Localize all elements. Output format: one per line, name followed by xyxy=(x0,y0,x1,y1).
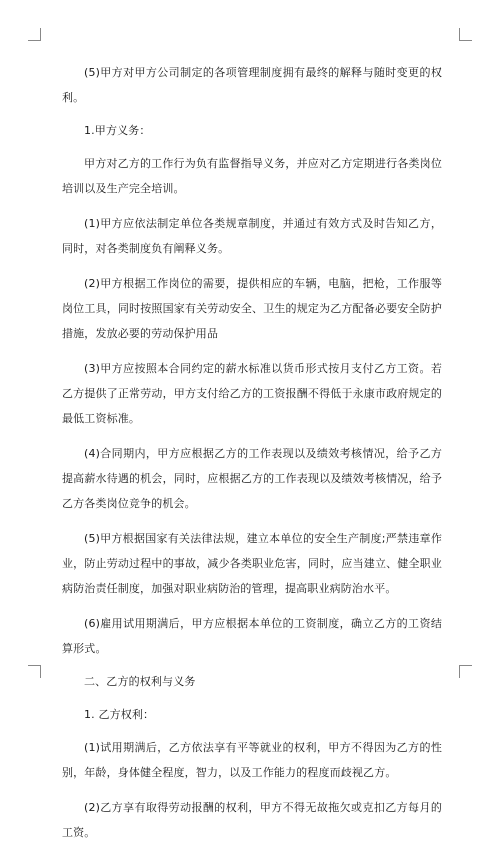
crop-mark-bottom-left xyxy=(28,665,41,678)
crop-mark-bottom-right xyxy=(459,665,472,678)
paragraph-obligation-2: (2)甲方根据工作岗位的需要，提供相应的车辆，电脑，把枪，工作服等岗位工具，同时按照国家有关劳动安全、卫生的规定为乙方配备必要安全防护措施，发放必要的劳动保护用品 xyxy=(62,277,442,340)
heading-party-b-rights: 1. 乙方权利： xyxy=(84,708,155,721)
crop-mark-top-left xyxy=(28,28,41,41)
crop-mark-top-right xyxy=(459,28,472,41)
document-body xyxy=(62,60,442,855)
paragraph-obligation-1: (1)甲方应依法制定单位各类规章制度，并通过有效方式及时告知乙方，同时，对各类制度负有阐释义务。 xyxy=(62,217,442,255)
paragraph-right-2: (2)乙方享有取得劳动报酬的权利，甲方不得无故拖欠或克扣乙方每月的工资。 xyxy=(62,801,442,839)
paragraph-supervision-training: 甲方对乙方的工作行为负有监督指导义务，并应对乙方定期进行各类岗位培训以及生产完全培训。 xyxy=(62,157,442,195)
paragraph-clause-5-interpretation: (5)甲方对甲方公司制定的各项管理制度拥有最终的解释与随时变更的权利。 xyxy=(62,66,442,104)
heading-party-a-obligations: 1.甲方义务： xyxy=(84,124,151,137)
paragraph-right-1: (1)试用期满后，乙方依法享有平等就业的权利，甲方不得因为乙方的性别，年龄，身体健全程度，智力，以及工作能力的程度而歧视乙方。 xyxy=(62,741,442,779)
paragraph-obligation-3: (3)甲方应按照本合同约定的薪水标准以货币形式按月支付乙方工资。若乙方提供了正常劳动，甲方支付给乙方的工资报酬不得低于永康市政府规定的最低工资标准。 xyxy=(62,362,442,425)
paragraph-obligation-5: (5)甲方根据国家有关法律法规，建立本单位的安全生产制度;严禁违章作业，防止劳动过程中的事故，减少各类职业危害，同时，应当建立、健全职业病防治责任制度，加强对职业病防治的管理，提高职业病防治水平。 xyxy=(62,532,442,595)
heading-party-b-rights-obligations: 二、乙方的权利与义务 xyxy=(84,675,196,688)
paragraph-obligation-6: (6)雇用试用期满后，甲方应根据本单位的工资制度，确立乙方的工资结算形式。 xyxy=(62,617,442,655)
paragraph-obligation-4: (4)合同期内，甲方应根据乙方的工作表现以及绩效考核情况，给予乙方提高薪水待遇的机会，同时，应根据乙方的工作表现以及绩效考核情况，给予乙方各类岗位竞争的机会。 xyxy=(62,447,442,510)
